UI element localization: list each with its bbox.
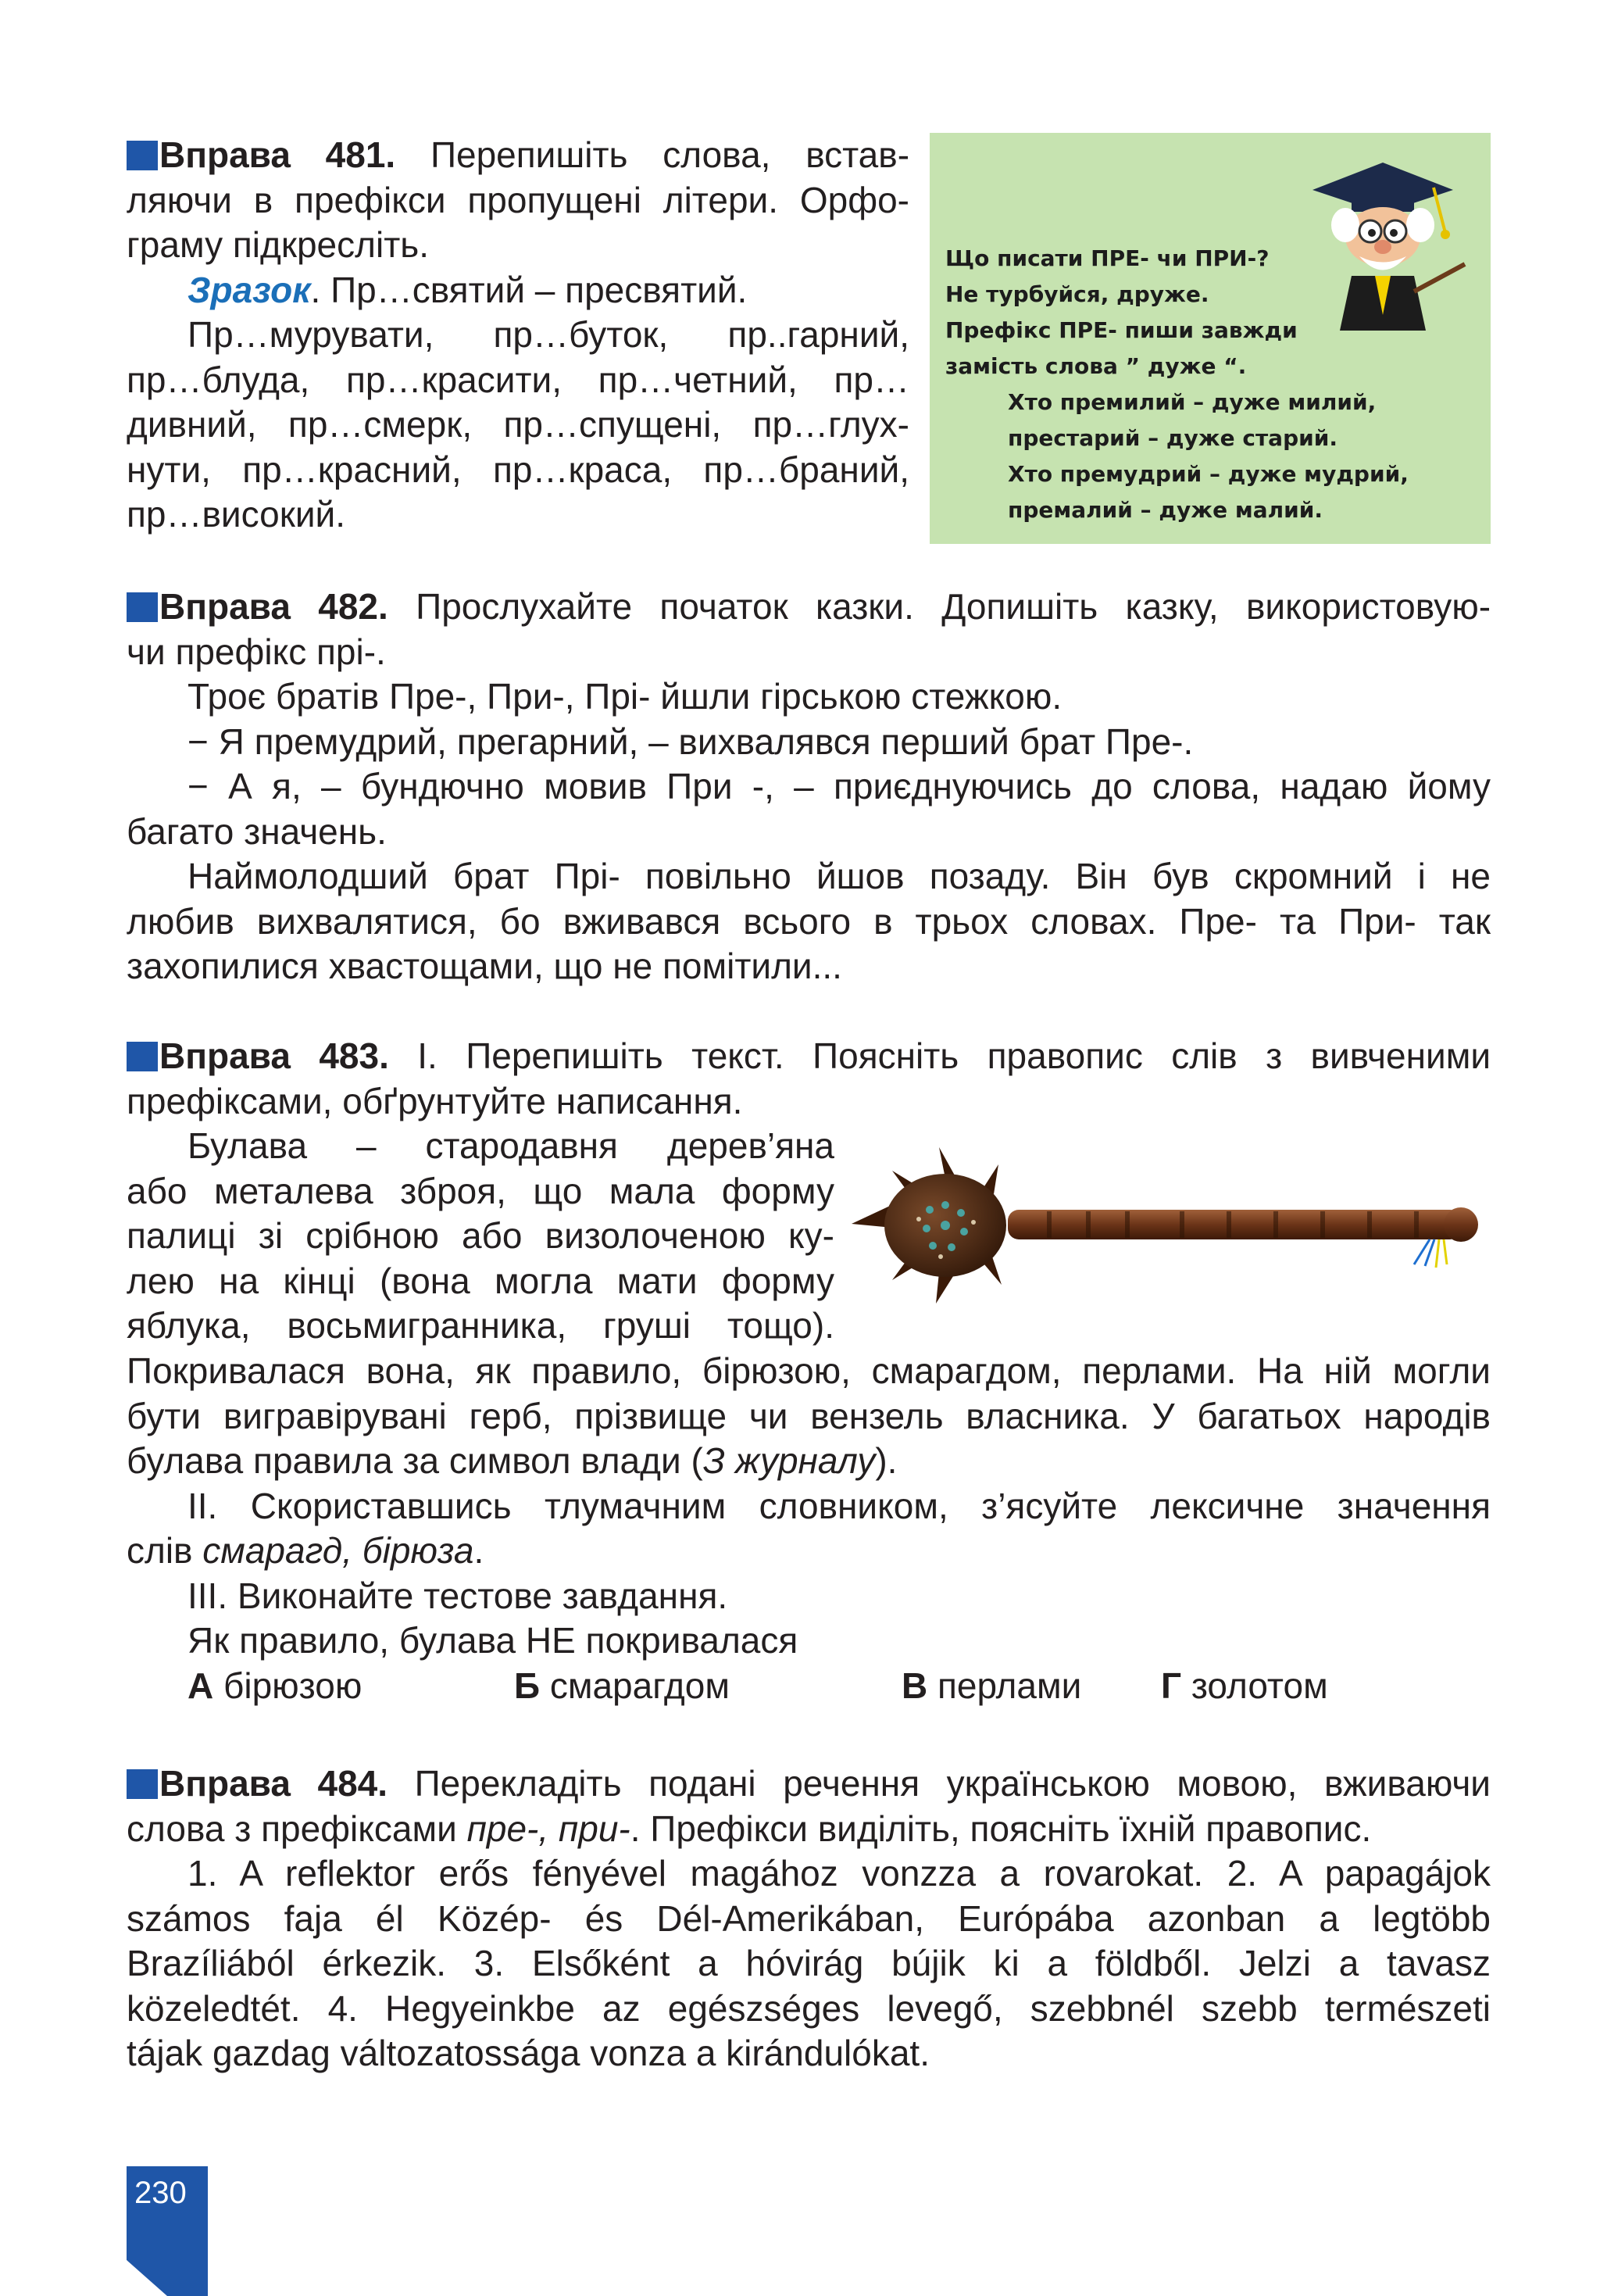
ex482-line-1: Вправа 482. Прослухайте початок казки. Допишіть казку, використовую- (127, 585, 1491, 630)
ex483-line-3: Покривалася вона, як правило, бірюзою, смарагдом, перлами. На ній могли (127, 1350, 1491, 1391)
ex484-hu-3: Brazíliából érkezik. 3. Elsőként a hóvirág bújik ki a földből. Jelzi a tavasz (127, 1943, 1491, 1983)
option-c: В перлами (902, 1665, 1082, 1706)
rule-card (930, 133, 1491, 544)
ex481-words-3: дивний, пр…смерк, пр…спущені, пр…глух- (127, 404, 909, 445)
ex483-col-3: палиці зі срібною або визолоченою ку- (127, 1215, 834, 1256)
card-line-8: премалий – дуже малий. (1008, 497, 1323, 523)
exercise-marker-icon (127, 1769, 158, 1799)
card-line-6: престарий – дуже старий. (1008, 425, 1338, 451)
ex481-words-5: пр…високий. (127, 494, 346, 535)
ex483-line-6: ІІ. Скориставшись тлумачним словником, з’ясуйте лексичне значення (188, 1485, 1491, 1526)
mace-illustration (852, 1147, 1492, 1304)
exercise-481 (127, 133, 909, 538)
ex482-line-4: − Я премудрий, прегарний, – вихвалявся перший брат Пре-. (188, 721, 1194, 762)
ex483-column-text (127, 1124, 834, 1349)
exercise-marker-icon (127, 1042, 158, 1071)
card-line-3: Префікс ПРЕ- пиши завжди (945, 317, 1298, 343)
ex483-line-9: Як правило, булава НЕ покривалася (188, 1620, 798, 1661)
sample-label: Зразок (188, 269, 311, 310)
ex481-line-3: граму підкресліть. (127, 224, 430, 265)
ex481-sample: Зразок. Пр…святий – пресвятий. (188, 269, 748, 310)
ex483-line-7: слів смарагд, бірюза. (127, 1530, 484, 1571)
ex483-col-5: яблука, восьмигранника, груші тощо). (127, 1305, 834, 1346)
exercise-marker-icon (127, 141, 158, 170)
ex481-words-2: пр…блуда, пр…красити, пр…четний, пр… (127, 359, 909, 400)
exercise-label: Вправа 481. (159, 134, 396, 175)
ex484-line-2: слова з префіксами пре-, при-. Префікси виділіть, поясніть їхній правопис. (127, 1808, 1372, 1849)
exercise-482 (127, 585, 1491, 989)
ex484-hu-1: 1. A reflektor erős fényével magához vonzza a rovarokat. 2. A papagájok (188, 1853, 1491, 1894)
ex483-line-1: Вправа 483. І. Перепишіть текст. Поясніть правопис слів з вивченими (127, 1034, 1491, 1079)
option-b: Б смарагдом (514, 1665, 730, 1706)
card-line-1: Що писати ПРЕ- чи ПРИ-? (945, 245, 1270, 271)
ex481-words-1: Пр…мурувати, пр…буток, пр..гарний, (188, 314, 909, 355)
ex482-line-2: чи префікс прі-. (127, 631, 386, 672)
option-a: А бірюзою (188, 1665, 362, 1706)
ex483-line-8: ІІІ. Виконайте тестове завдання. (188, 1575, 728, 1616)
card-line-2: Не турбуйся, друже. (945, 281, 1209, 307)
ex483-col-4: лею на кінці (вона могла мати форму (127, 1260, 834, 1301)
ex483-line-5: булава правила за символ влади (З журналу). (127, 1440, 898, 1481)
ex483-col-1: Булава – стародавня дерев’яна (188, 1125, 834, 1166)
ex481-words-4: нути, пр…красний, пр…краса, пр…браний, (127, 449, 909, 490)
exercise-484 (127, 1761, 1491, 2076)
ex481-line-1: Вправа 481. Перепишіть слова, встав- (127, 133, 909, 178)
ex484-hu-5: tájak gazdag változatossága vonza a kirándulókat. (127, 2033, 930, 2073)
ex483-col-2: або металева зброя, що мала форму (127, 1170, 834, 1211)
page-number: 230 (134, 2176, 187, 2210)
answer-options (127, 1664, 1491, 1709)
ex484-hu-4: közeledtét. 4. Hegyeinkbe az egészséges levegő, szebbnél szebb természeti (127, 1987, 1491, 2029)
exercise-483-body (127, 1349, 1491, 1708)
ex482-line-5: − А я, – бундючно мовив При -, – приєднуючись до слова, надаю йому (188, 766, 1491, 806)
ex483-line-4: бути вигравірувані герб, прізвище чи вензель власника. У багатьох народів (127, 1395, 1491, 1436)
source-note: З журналу (702, 1440, 876, 1481)
card-line-4: замість слова ” дуже “. (945, 353, 1247, 379)
card-line-7: Хто премудрий – дуже мудрий, (1008, 461, 1409, 487)
ex484-hu-2: számos faja él Közép- és Dél-Amerikában, Európába azonban a legtöbb (127, 1897, 1491, 1939)
ex482-line-7: Наймолодший брат Прі- повільно йшов позаду. Він був скромний і не (188, 856, 1491, 896)
option-d: Г золотом (1161, 1665, 1328, 1706)
ex482-line-6: багато значень. (127, 810, 387, 852)
ex481-line-2: ляючи в префікси пропущені літери. Орфо- (127, 179, 909, 220)
exercise-label: Вправа 484. (159, 1763, 388, 1804)
exercise-label: Вправа 483. (159, 1035, 389, 1076)
professor-illustration (1297, 147, 1469, 334)
exercise-marker-icon (127, 592, 158, 622)
ex482-line-8: любив вихвалятися, бо вживався всього в трьох словах. Пре- та При- так (127, 900, 1491, 942)
ex484-line-1: Вправа 484. Перекладіть подані речення українською мовою, вживаючи (127, 1761, 1491, 1807)
exercise-483-head (127, 1034, 1491, 1124)
ex482-line-3: Троє братів Пре-, При-, Прі- йшли гірською стежкою. (188, 676, 1062, 717)
card-line-5: Хто премилий – дуже милий, (1008, 389, 1377, 415)
exercise-label: Вправа 482. (159, 586, 388, 627)
ex482-line-9: захопилися хвастощами, що не помітили... (127, 946, 842, 986)
ex483-line-2: префіксами, обґрунтуйте написання. (127, 1080, 743, 1121)
